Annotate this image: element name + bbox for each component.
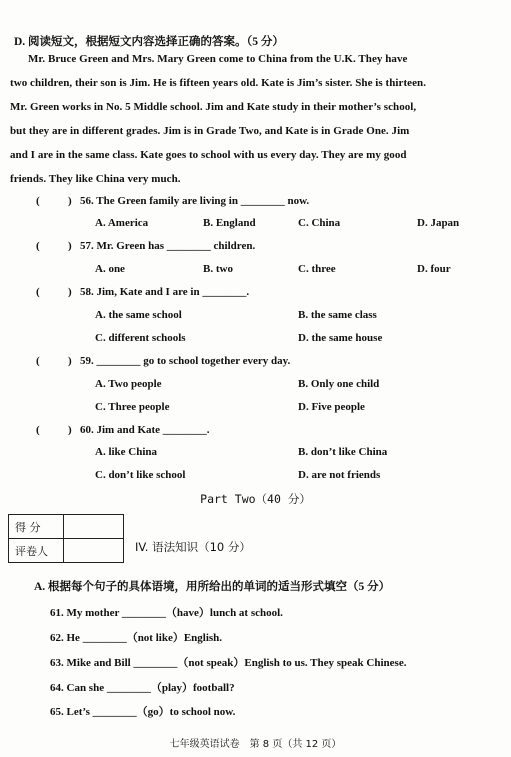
option: A. one bbox=[95, 263, 125, 275]
score-table bbox=[8, 514, 124, 563]
fill-item: 64. Can she ________（play）football? bbox=[50, 682, 235, 694]
question-text: 59. ________ go to school together every day. bbox=[80, 355, 291, 367]
grader-label: 评卷人 bbox=[9, 539, 64, 563]
passage-line: Mr. Bruce Green and Mrs. Mary Green come to China from the U.K. They have bbox=[28, 53, 408, 65]
question-text: 57. Mr. Green has ________ children. bbox=[80, 240, 256, 252]
option: C. three bbox=[298, 263, 336, 275]
fill-item: 61. My mother ________（have）lunch at school. bbox=[50, 607, 283, 619]
score-label: 得 分 bbox=[9, 515, 64, 539]
page-footer: 七年级英语试卷 第 8 页（共 12 页） bbox=[169, 739, 342, 750]
option: D. Five people bbox=[298, 401, 365, 413]
option: D. four bbox=[417, 263, 451, 275]
answer-paren-open: ( bbox=[36, 286, 40, 298]
question-text: 60. Jim and Kate ________. bbox=[80, 424, 210, 436]
option: A. the same school bbox=[95, 309, 182, 321]
section-d-title: D. 阅读短文，根据短文内容选择正确的答案。（5 分） bbox=[14, 36, 284, 48]
fill-item: 62. He ________（not like）English. bbox=[50, 632, 223, 644]
grader-cell[interactable] bbox=[64, 539, 124, 563]
option: A. like China bbox=[95, 446, 158, 458]
answer-paren-open: ( bbox=[36, 240, 40, 252]
section-a-instruction: A. 根据每个句子的具体语境，用所给出的单词的适当形式填空（5 分） bbox=[34, 581, 391, 593]
option: C. Three people bbox=[95, 401, 170, 413]
answer-paren-open: ( bbox=[36, 355, 40, 367]
answer-paren-close: ) bbox=[68, 195, 72, 207]
option: C. China bbox=[298, 217, 341, 229]
question-text: 58. Jim, Kate and I are in ________. bbox=[80, 286, 250, 298]
grammar-section-title: IV. 语法知识（10 分） bbox=[135, 540, 251, 554]
answer-paren-open: ( bbox=[36, 424, 40, 436]
part-two-heading: Part Two（40 分） bbox=[200, 492, 311, 506]
passage-line: but they are in different grades. Jim is in Grade Two, and Kate is in Grade One. Jim bbox=[10, 125, 410, 137]
question-text: 56. The Green family are living in ________ now. bbox=[80, 195, 310, 207]
fill-item: 65. Let’s ________（go）to school now. bbox=[50, 706, 236, 718]
option: B. two bbox=[203, 263, 233, 275]
option: B. Only one child bbox=[298, 378, 380, 390]
option: D. the same house bbox=[298, 332, 383, 344]
passage-line: Mr. Green works in No. 5 Middle school. Jim and Kate study in their mother’s school, bbox=[10, 101, 417, 113]
passage-line: friends. They like China very much. bbox=[10, 173, 181, 185]
option: B. the same class bbox=[298, 309, 377, 321]
option: B. England bbox=[203, 217, 256, 229]
answer-paren-close: ) bbox=[68, 424, 72, 436]
passage-line: and I are in the same class. Kate goes to school with us every day. They are my good bbox=[10, 149, 407, 161]
answer-paren-close: ) bbox=[68, 240, 72, 252]
option: A. America bbox=[95, 217, 149, 229]
option: D. Japan bbox=[417, 217, 460, 229]
passage-line: two children, their son is Jim. He is fifteen years old. Kate is Jim’s sister. She is thirteen. bbox=[10, 77, 426, 89]
score-cell[interactable] bbox=[64, 515, 124, 539]
option: A. Two people bbox=[95, 378, 162, 390]
option: D. are not friends bbox=[298, 469, 381, 481]
answer-paren-close: ) bbox=[68, 286, 72, 298]
option: C. don’t like school bbox=[95, 469, 186, 481]
option: B. don’t like China bbox=[298, 446, 388, 458]
fill-item: 63. Mike and Bill ________（not speak）English to us. They speak Chinese. bbox=[50, 657, 407, 669]
option: C. different schools bbox=[95, 332, 186, 344]
answer-paren-close: ) bbox=[68, 355, 72, 367]
answer-paren-open: ( bbox=[36, 195, 40, 207]
